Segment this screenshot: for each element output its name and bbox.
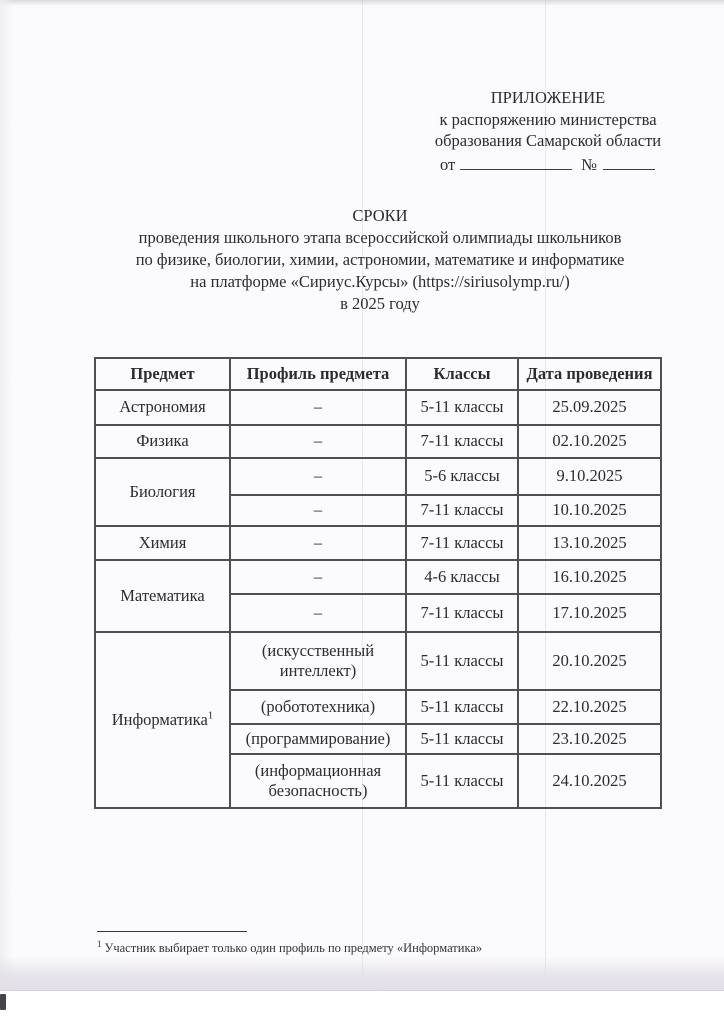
profile-cell: – bbox=[230, 458, 406, 495]
subject-label: Информатика bbox=[111, 709, 208, 729]
date-cell: 24.10.2025 bbox=[518, 754, 661, 808]
table-row-informatics-1 bbox=[95, 632, 661, 690]
classes-cell: 7-11 классы bbox=[406, 526, 518, 560]
stamp-date-number-line bbox=[424, 154, 672, 176]
footnote bbox=[97, 931, 657, 956]
profile-cell: – bbox=[230, 425, 406, 458]
subject-cell: Химия bbox=[95, 526, 230, 560]
date-cell: 22.10.2025 bbox=[518, 690, 661, 724]
schedule-table bbox=[94, 357, 662, 809]
title-heading: СРОКИ bbox=[352, 206, 408, 225]
footnote-marker: 1 bbox=[97, 939, 102, 949]
scanner-bed bbox=[0, 990, 724, 1025]
number-label: № bbox=[581, 154, 597, 174]
date-cell: 10.10.2025 bbox=[518, 495, 661, 526]
classes-cell: 5-11 классы bbox=[406, 632, 518, 690]
profile-cell: (искусственный интеллект) bbox=[230, 632, 406, 690]
scan-corner-mark bbox=[0, 994, 6, 1010]
stamp-line-3: образования Самарской области bbox=[434, 131, 662, 150]
classes-cell: 5-11 классы bbox=[406, 390, 518, 425]
profile-cell: – bbox=[230, 390, 406, 425]
classes-cell: 7-11 классы bbox=[406, 425, 518, 458]
header-profile: Профиль предмета bbox=[230, 358, 406, 390]
date-blank-line bbox=[460, 156, 572, 170]
number-blank-line bbox=[603, 156, 655, 170]
subject-cell: Астрономия bbox=[95, 390, 230, 425]
classes-cell: 7-11 классы bbox=[406, 594, 518, 632]
title-line-4: на платформе «Сириус.Курсы» (https://siriusolymp.ru/) bbox=[190, 272, 570, 291]
footnote-body: Участник выбирает только один профиль по предмету «Информатика» bbox=[104, 941, 483, 956]
footnote-marker: 1 bbox=[207, 709, 214, 722]
classes-cell: 7-11 классы bbox=[406, 495, 518, 526]
subject-cell bbox=[95, 632, 230, 808]
profile-cell: – bbox=[230, 526, 406, 560]
subject-cell: Биология bbox=[95, 458, 230, 526]
date-cell: 13.10.2025 bbox=[518, 526, 661, 560]
date-cell: 25.09.2025 bbox=[518, 390, 661, 425]
date-cell: 17.10.2025 bbox=[518, 594, 661, 632]
stamp-line-2: к распоряжению министерства bbox=[439, 109, 657, 129]
subject-cell: Математика bbox=[95, 560, 230, 632]
table-row-chemistry bbox=[95, 526, 661, 560]
profile-cell: (робототехника) bbox=[230, 690, 406, 724]
document-title-block bbox=[50, 205, 710, 315]
footnote-text bbox=[97, 939, 657, 956]
classes-cell: 5-11 классы bbox=[406, 724, 518, 754]
profile-cell: (информационная безопасность) bbox=[230, 754, 406, 808]
classes-cell: 5-6 классы bbox=[406, 458, 518, 495]
table-header-row bbox=[95, 358, 661, 390]
scan-edge-left bbox=[0, 0, 14, 1024]
profile-cell: – bbox=[230, 560, 406, 594]
table-row-astronomy bbox=[95, 390, 661, 425]
stamp-title: ПРИЛОЖЕНИЕ bbox=[490, 88, 606, 107]
date-cell: 9.10.2025 bbox=[518, 458, 661, 495]
page-bottom-shadow bbox=[0, 956, 724, 990]
classes-cell: 5-11 классы bbox=[406, 690, 518, 724]
title-line-3: по физике, биологии, химии, астрономии, математике и информатике bbox=[135, 250, 625, 269]
table-row-physics bbox=[95, 425, 661, 458]
subject-cell: Физика bbox=[95, 425, 230, 458]
table-row-math-1 bbox=[95, 560, 661, 594]
from-label: от bbox=[440, 154, 456, 174]
profile-cell: (программирование) bbox=[230, 724, 406, 754]
date-cell: 23.10.2025 bbox=[518, 724, 661, 754]
date-cell: 02.10.2025 bbox=[518, 425, 661, 458]
approval-stamp-block bbox=[424, 87, 672, 175]
table-row-biology-1 bbox=[95, 458, 661, 495]
classes-cell: 4-6 классы bbox=[406, 560, 518, 594]
footnote-rule bbox=[97, 931, 247, 932]
header-date: Дата проведения bbox=[518, 358, 661, 390]
date-cell: 20.10.2025 bbox=[518, 632, 661, 690]
classes-cell: 5-11 классы bbox=[406, 754, 518, 808]
title-line-5: в 2025 году bbox=[340, 294, 420, 313]
header-classes: Классы bbox=[406, 358, 518, 390]
profile-cell: – bbox=[230, 594, 406, 632]
profile-cell: – bbox=[230, 495, 406, 526]
header-subject: Предмет bbox=[95, 358, 230, 390]
title-line-2: проведения школьного этапа всероссийской олимпиады школьников bbox=[138, 228, 622, 247]
date-cell: 16.10.2025 bbox=[518, 560, 661, 594]
